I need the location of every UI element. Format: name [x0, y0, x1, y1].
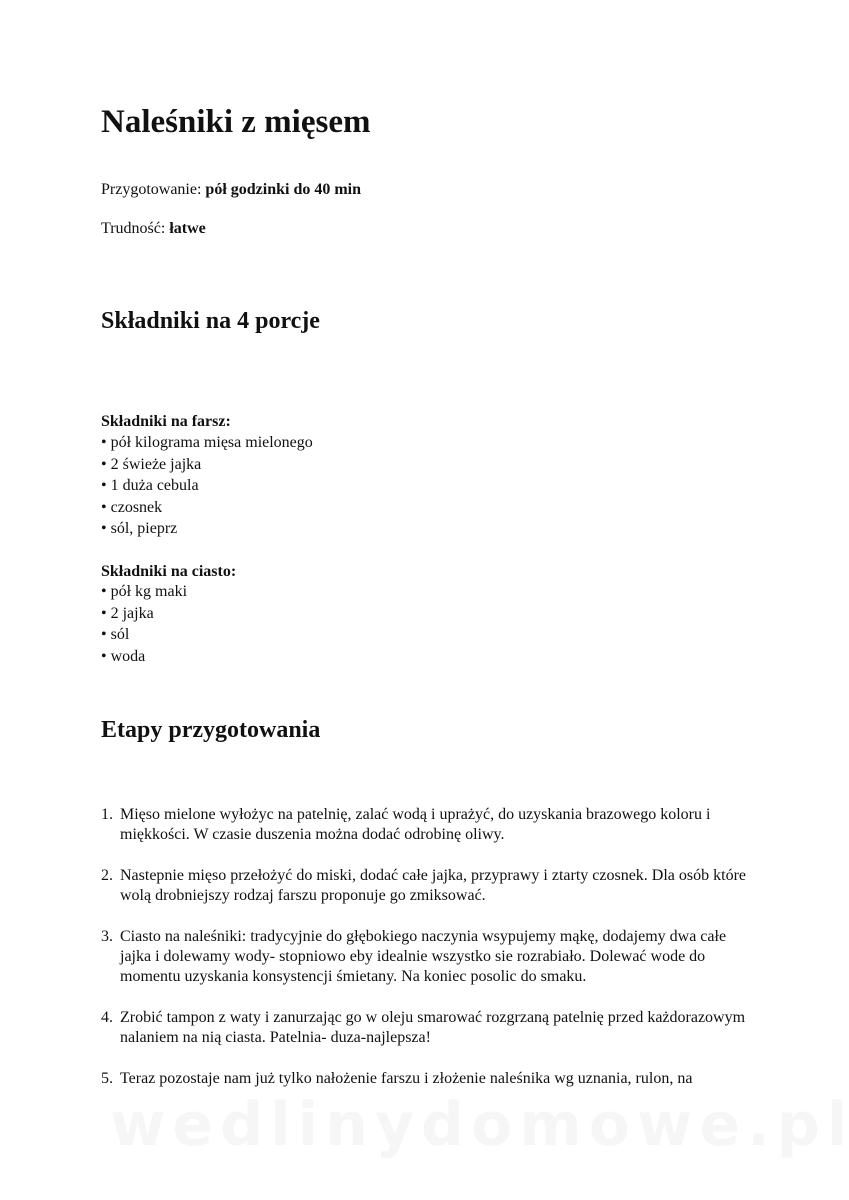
filling-title: Składniki na farsz: [101, 413, 231, 430]
dough-list [101, 581, 187, 667]
list-item: • pół kg maki [101, 581, 187, 603]
step-item [101, 1069, 761, 1089]
prep-time-line [101, 179, 361, 201]
filling-list [101, 432, 313, 540]
ingredients-heading: Składniki na 4 porcje [101, 308, 320, 334]
difficulty-value: łatwe [169, 220, 206, 237]
list-item: • sól, pieprz [101, 518, 313, 540]
steps-heading: Etapy przygotowania [101, 717, 321, 743]
steps-list [101, 805, 761, 1110]
prep-time-value: pół godzinki do 40 min [205, 181, 362, 198]
step-item [101, 866, 761, 906]
difficulty-label: Trudność: [101, 220, 166, 237]
step-text: Zrobić tampon z waty i zanurzając go w oleju smarować rozgrzaną patelnię przed każdorazowym nalaniem na nią ciasta. Patelnia- duza-najlepsza! [120, 1009, 746, 1046]
step-number: 1. [101, 806, 113, 823]
step-item [101, 805, 761, 845]
step-number: 2. [101, 867, 113, 884]
list-item: • 2 jajka [101, 603, 187, 625]
difficulty-line [101, 218, 206, 240]
step-text: Teraz pozostaje nam już tylko nałożenie farszu i złożenie naleśnika wg uznania, rulon, na [120, 1070, 693, 1087]
step-number: 4. [101, 1009, 113, 1026]
list-item: • czosnek [101, 497, 313, 519]
step-text: Nastepnie mięso przełożyć do miski, dodać całe jajka, przyprawy i ztarty czosnek. Dla osób które wolą drobniejszy rodzaj farszu proponuje go zmiksować. [120, 867, 746, 904]
step-number: 3. [101, 928, 113, 945]
step-number: 5. [101, 1070, 113, 1087]
list-item: • pół kilograma mięsa mielonego [101, 432, 313, 454]
step-text: Ciasto na naleśniki: tradycyjnie do głębokiego naczynia wsypujemy mąkę, dodajemy dwa całe jajka i dolewamy wody- stopniowo eby idealnie wszystko sie rozrabiało. Dolewać wode do momentu uzyskania konsystencji śmietany. Na koniec posolic do smaku. [120, 928, 727, 985]
step-item [101, 1008, 761, 1048]
list-item: • woda [101, 646, 187, 668]
list-item: • sól [101, 624, 187, 646]
list-item: • 2 świeże jajka [101, 454, 313, 476]
watermark [110, 1090, 750, 1160]
dough-title: Składniki na ciasto: [101, 563, 237, 580]
list-item: • 1 duża cebula [101, 475, 313, 497]
prep-time-label: Przygotowanie: [101, 181, 202, 198]
step-item [101, 927, 761, 987]
page-title: Naleśniki z mięsem [101, 104, 371, 140]
step-text: Mięso mielone wyłożyc na patelnię, zalać wodą i uprażyć, do uzyskania brazowego koloru i miękkości. W czasie duszenia można dodać odrobinę oliwy. [120, 806, 711, 843]
